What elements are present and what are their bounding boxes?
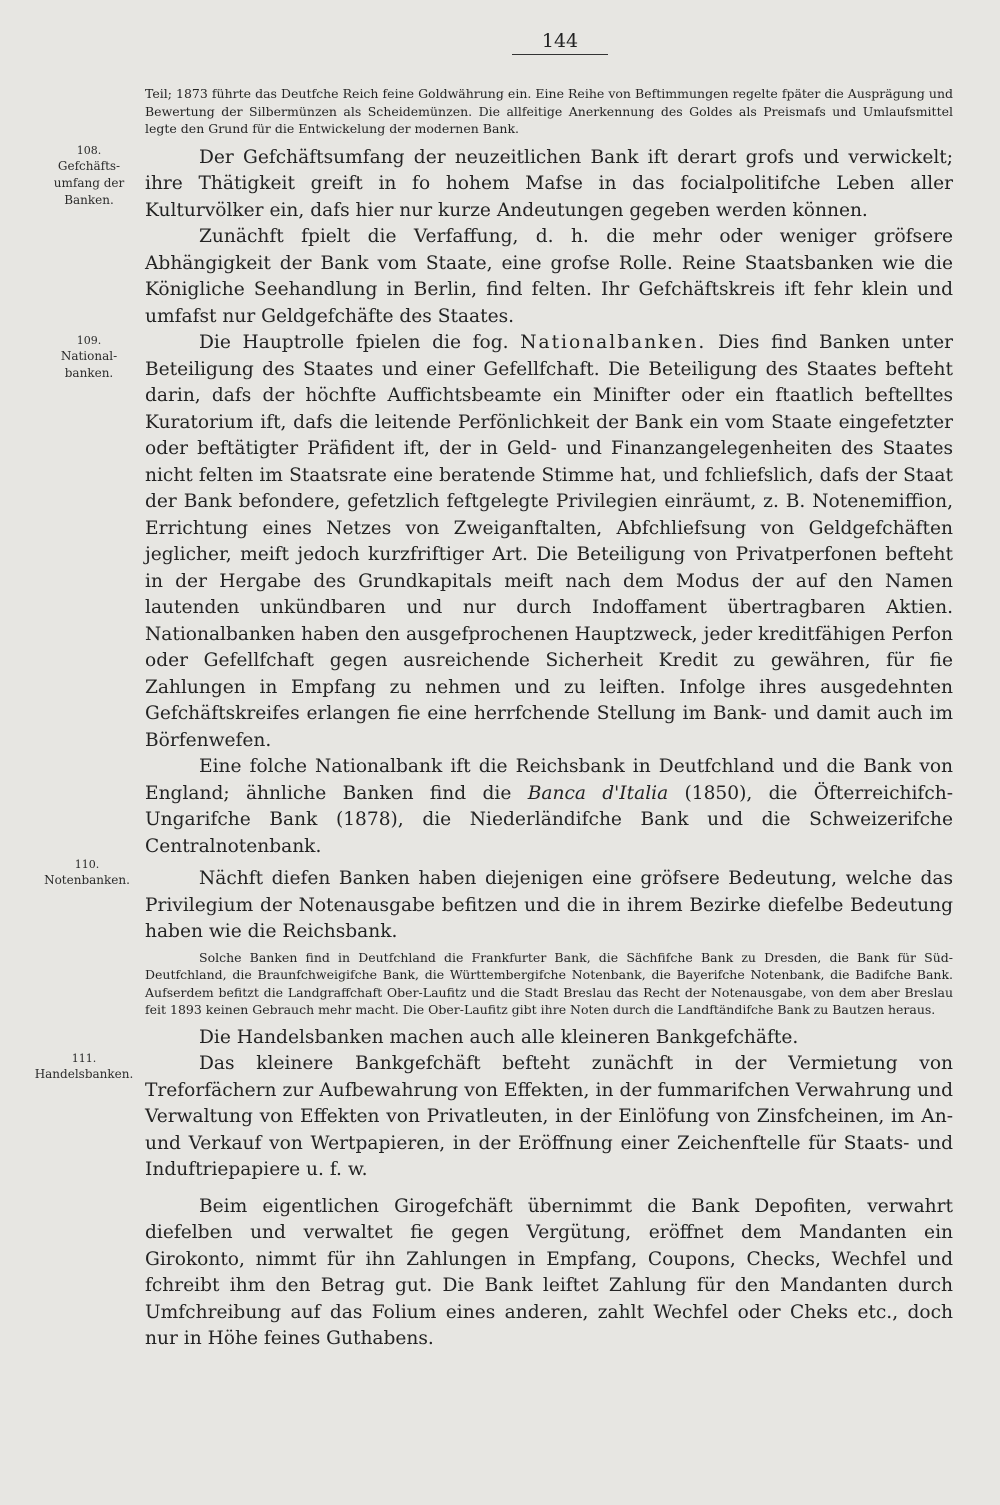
paragraph-trade-banks: Die Handelsbanken machen auch alle kleineren Bankgefchäfte.: [199, 1026, 799, 1048]
paragraph-note-banks-list: Solche Banken find in Deutfchland die Frankfurter Bank, die Sächfifche Bank zu Dresden, die Bank für Süd-Deutfchland, die Braunfchweigifche Bank, die Württembergifche Notenbank, die Bayerifche Notenbank, die Badifche Bank. Aufserdem befitzt die Landgraffchaft Ober-Laufitz und die Stadt Breslau das Recht der Notenausgabe, von dem aber Breslau feit 1893 keinen Gebrauch mehr macht. Die Ober-Laufitz gibt ihre Noten durch die Landftändifche Bank zu Bautzen heraus.: [145, 949, 953, 1017]
text-run: Dies find Banken unter Beteiligung des Staates und einer Gefellfchaft. Die Beteiligung des Staates befteht darin, dafs der höchfte Auffichtsbeamte ein Minifter oder ein ftaatlich beftelltes Kuratorium ift, dafs die leitende Perfönlichkeit der Bank ein vom Staate eingefetzter oder beftätigter Präfident ift, der in Geld- und Finanzangelegenheiten des Staates nicht felten im Staatsrate eine beratende Stimme hat, und fchliefslich, dafs der Staat der Bank befondere, gefetzlich feftgelegte Privilegien einräumt, z. B. Notenemiffion, Errichtung eines Netzes von Zweiganftalten, Abfchliefsung von Geldgefchäften jeglicher, meift jedoch kurzfriftiger Art. Die Beteiligung von Privatperfonen befteht in der Hergabe des Grundkapitals meift nach dem Modus der auf den Namen lautenden unkündbaren und nur durch Indoffament übertragbaren Aktien. Nationalbanken haben den ausgefprochenen Hauptzweck, jeder kreditfähigen Perfon oder Gefellfchaft gegen ausreichende Sicherheit Kredit zu gewähren, für fie Zahlungen in Empfang zu nehmen und zu leiften. Infolge ihres ausgedehnten Gefchäftskreifes erlangen fie eine herrfchende Stellung im Bank- und damit auch im Börfenwefen.: [145, 332, 953, 751]
text-run: Eine folche Nationalbank ift die Reichsbank in Deutfchland und die Bank von England; ähnliche Banken find die: [145, 756, 953, 804]
margin-note-109: [40, 333, 138, 382]
text-run: Die Hauptrolle fpielen die fog.: [199, 332, 509, 353]
margin-note-line: banken.: [64, 366, 114, 380]
margin-note-number: 111.: [71, 1052, 97, 1065]
paragraph-business-scope: Der Gefchäftsumfang der neuzeitlichen Bank ift derart grofs und verwickelt; ihre Thätigkeit greift in fo hohem Mafse in das focialpolitifche Leben aller Kulturvölker ein, dafs hier nur kurze Andeutungen gegeben werden können.: [145, 146, 953, 221]
margin-note-line: Gefchäfts-: [57, 159, 121, 173]
margin-note-line: Handelsbanken.: [34, 1067, 134, 1081]
margin-note-110: [36, 857, 138, 889]
body-text: [145, 85, 953, 1353]
term-banca-italia: Banca d'Italia: [527, 782, 669, 804]
margin-note-line: National-: [60, 349, 118, 363]
paragraph-gold-currency: Teil; 1873 führte das Deutfche Reich feine Goldwährung ein. Eine Reihe von Beftimmungen regelte fpäter die Ausprägung und Bewertung der Silbermünzen als Scheidemünzen. Die allfeitige Anerkennung des Goldes als Preismafs und Umlaufsmittel legte den Grund für die Entwickelung der modernen Bank.: [145, 86, 953, 136]
margin-note-line: Banken.: [64, 193, 114, 207]
paragraph-small-business: Das kleinere Bankgefchäft befteht zunächft in der Vermietung von Treforfächern zur Aufbewahrung von Effekten, in der fummarifchen Verwahrung und Verwaltung von Effekten von Privatleuten, in der Einlöfung von Zinsfcheinen, im An- und Verkauf von Wertpapieren, in der Eröffnung einer Zeichenftelle für Staats- und Induftriepapiere u. f. w.: [145, 1053, 953, 1180]
margin-note-number: 109.: [76, 334, 102, 347]
margin-note-108: [40, 143, 138, 209]
margin-note-line: Notenbanken.: [44, 873, 130, 887]
page-number: 144: [512, 30, 608, 55]
paragraph-reichsbank: [145, 754, 953, 860]
text-run: (1850), die Öfterreichifch-Ungarifche Bank (1878), die Niederländifche Bank und die Schweizerifche Centralnotenbank.: [145, 782, 953, 857]
margin-note-111: [28, 1051, 140, 1083]
margin-note-number: 110.: [74, 858, 100, 871]
margin-note-line: umfang der: [53, 176, 125, 190]
paragraph-constitution: Zunächft fpielt die Verfaffung, d. h. die mehr oder weniger gröfsere Abhängigkeit der Bank vom Staate, eine grofse Rolle. Reine Staatsbanken wie die Königliche Seehandlung in Berlin, find felten. Ihr Gefchäftskreis ift fehr klein und umfafst nur Geldgefchäfte des Staates.: [145, 226, 953, 327]
term-nationalbanken: Nationalbanken.: [520, 332, 707, 353]
margin-note-number: 108.: [76, 144, 102, 157]
paragraph-national-banks: [145, 330, 953, 754]
paragraph-note-banks: Nächft diefen Banken haben diejenigen eine gröfsere Bedeutung, welche das Privilegium der Notenausgabe befitzen und die in ihrem Bezirke diefelbe Bedeutung haben wie die Reichsbank.: [145, 868, 953, 942]
paragraph-giro: Beim eigentlichen Girogefchäft übernimmt die Bank Depofiten, verwahrt diefelben und verwaltet fie gegen Vergütung, eröffnet dem Mandanten ein Girokonto, nimmt für ihn Zahlungen in Empfang, Coupons, Checks, Wechfel und fchreibt ihm den Betrag gut. Die Bank leiftet Zahlung für den Mandanten durch Umfchreibung auf das Folium eines anderen, zahlt Wechfel oder Cheks etc., doch nur in Höhe feines Guthabens.: [145, 1195, 953, 1349]
